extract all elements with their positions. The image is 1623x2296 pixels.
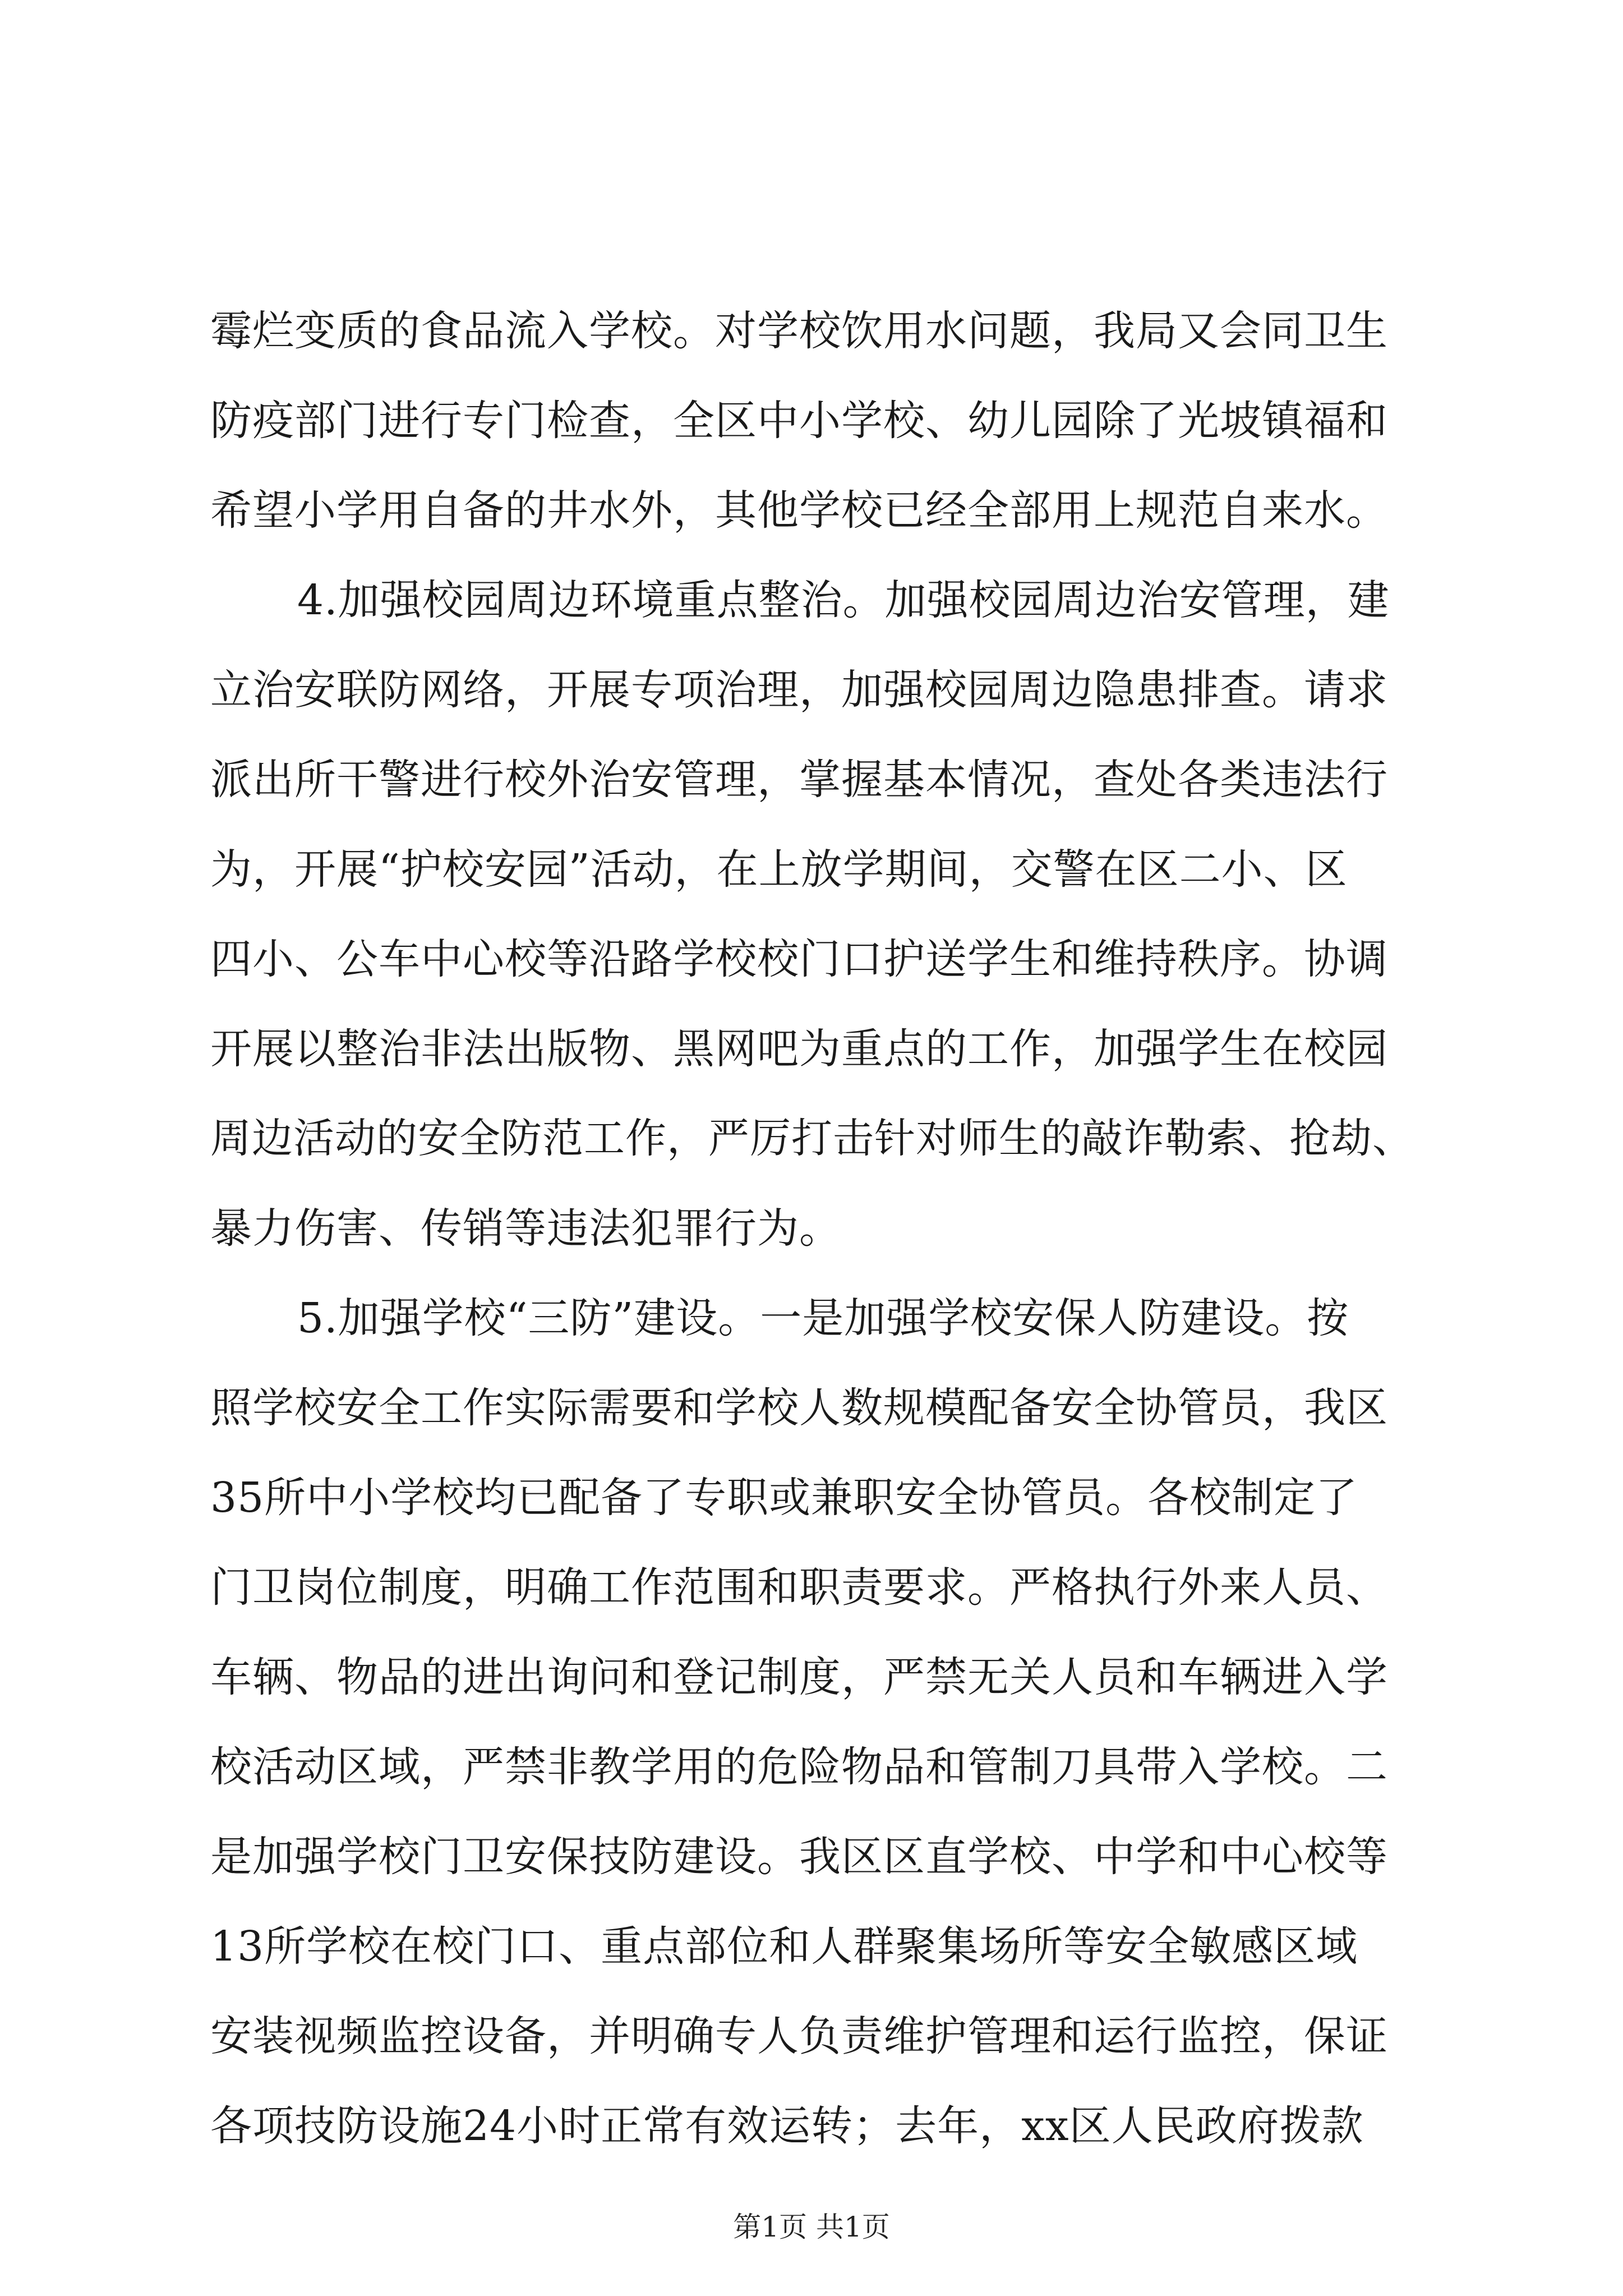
text-line: 为，开展“护校安园”活动，在上放学期间，交警在区二小、区: [210, 845, 1348, 894]
text-line: 门卫岗位制度，明确工作范围和职责要求。严格执行外来人员、: [210, 1563, 1388, 1612]
text-line: 暴力伤害、传销等违法犯罪行为。: [210, 1204, 841, 1253]
text-line: 派出所干警进行校外治安管理，掌握基本情况，查处各类违法行: [210, 756, 1388, 804]
text-line: 各项技防设施24小时正常有效运转；去年，xx区人民政府拨款: [210, 2102, 1364, 2150]
text-line: 照学校安全工作实际需要和学校人数规模配备安全协管员，我区: [210, 1384, 1388, 1432]
text-line: 霉烂变质的食品流入学校。对学校饮用水问题，我局又会同卫生: [210, 307, 1388, 355]
text-line: 立治安联防网络，开展专项治理，加强校园周边隐患排查。请求: [210, 666, 1388, 714]
paragraph-4-start: 4.加强校园周边环境重点整治。加强校园周边治安管理，建: [297, 576, 1390, 624]
text-line: 是加强学校门卫安保技防建设。我区区直学校、中学和中心校等: [210, 1833, 1388, 1881]
text-line: 希望小学用自备的井水外，其他学校已经全部用上规范自来水。: [210, 486, 1388, 535]
text-line: 校活动区域，严禁非教学用的危险物品和管制刀具带入学校。二: [210, 1743, 1388, 1791]
text-line: 四小、公车中心校等沿路学校校门口护送学生和维持秩序。协调: [210, 935, 1388, 983]
text-line: 安装视频监控设备，并明确专人负责维护管理和运行监控，保证: [210, 2012, 1388, 2060]
text-line: 开展以整治非法出版物、黑网吧为重点的工作，加强学生在校园: [210, 1025, 1388, 1073]
paragraph-5-start: 5.加强学校“三防”建设。一是加强学校安保人防建设。按: [297, 1294, 1349, 1342]
text-line: 防疫部门进行专门检查，全区中小学校、幼儿园除了光坡镇福和: [210, 397, 1388, 445]
text-line: 35所中小学校均已配备了专职或兼职安全协管员。各校制定了: [210, 1474, 1358, 1522]
text-line: 13所学校在校门口、重点部位和人群聚集场所等安全敏感区域: [210, 1922, 1358, 1971]
page-footer: 第1页 共1页: [733, 2211, 890, 2243]
text-line: 周边活动的安全防范工作，严厉打击针对师生的敲诈勒索、抢劫、: [210, 1115, 1414, 1162]
text-line: 车辆、物品的进出询问和登记制度，严禁无关人员和车辆进入学: [210, 1653, 1388, 1701]
